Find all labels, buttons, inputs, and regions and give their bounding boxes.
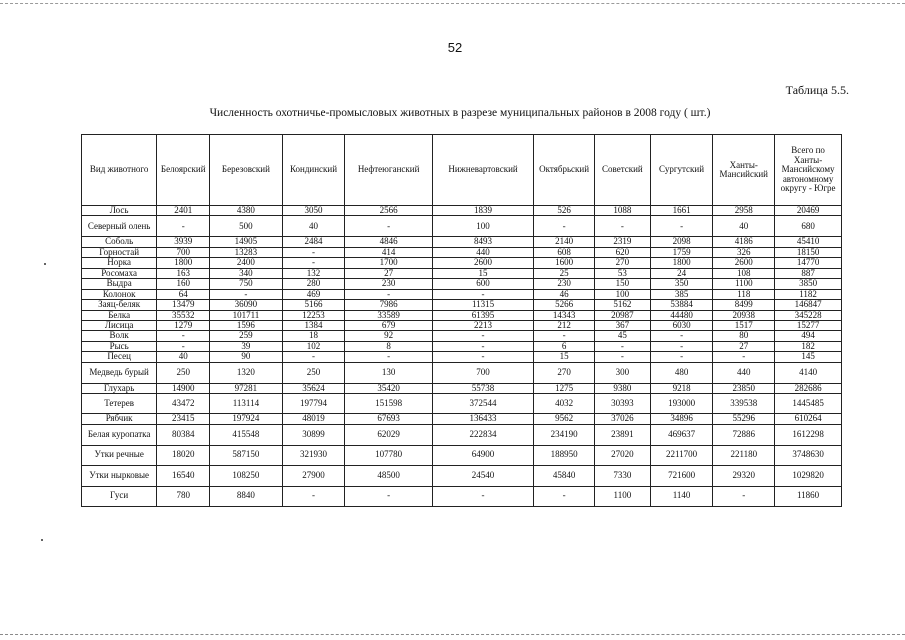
value-cell: 1661 [650,206,713,216]
value-cell: 339538 [713,394,775,414]
value-cell: 182 [775,341,842,351]
value-cell: 1384 [282,320,345,330]
column-header-animal: Вид животного [82,135,157,206]
value-cell: 55296 [713,414,775,424]
table-row [82,394,842,414]
value-cell: 6030 [650,320,713,330]
value-cell: 250 [157,362,210,383]
value-cell: 1140 [650,486,713,506]
value-cell: 700 [432,362,533,383]
header-row [82,135,842,206]
animal-name-cell: Белая куропатка [82,424,157,445]
value-cell: 11315 [432,300,533,310]
value-cell: 9562 [534,414,595,424]
value-cell: 23891 [595,424,651,445]
value-cell: 15 [534,352,595,362]
value-cell: 1279 [157,320,210,330]
value-cell: 600 [432,279,533,289]
animal-name-cell: Тетерев [82,394,157,414]
value-cell: 36090 [210,300,283,310]
value-cell: 1029820 [775,465,842,486]
scan-speck [41,539,43,541]
value-cell: 40 [713,216,775,237]
value-cell: - [650,352,713,362]
table-row [82,258,842,268]
animal-name-cell: Утки речные [82,445,157,465]
value-cell: 2211700 [650,445,713,465]
value-cell: - [157,216,210,237]
value-cell: 92 [345,331,432,341]
value-cell: 480 [650,362,713,383]
value-cell: 620 [595,247,651,257]
value-cell: 35532 [157,310,210,320]
value-cell: - [282,486,345,506]
value-cell: 212 [534,320,595,330]
value-cell: 4032 [534,394,595,414]
table-row [82,289,842,299]
value-cell: 1100 [713,279,775,289]
value-cell: 385 [650,289,713,299]
value-cell: 2566 [345,206,432,216]
value-cell: 15 [432,268,533,278]
value-cell: 1600 [534,258,595,268]
animal-name-cell: Рябчик [82,414,157,424]
column-header: Белоярский [157,135,210,206]
value-cell: - [432,486,533,506]
data-table [81,134,842,507]
value-cell: 780 [157,486,210,506]
value-cell: 230 [534,279,595,289]
value-cell: - [534,486,595,506]
value-cell: 680 [775,216,842,237]
table-row [82,300,842,310]
value-cell: 197924 [210,414,283,424]
value-cell: 1517 [713,320,775,330]
animal-name-cell: Гуси [82,486,157,506]
value-cell: 163 [157,268,210,278]
value-cell: 27020 [595,445,651,465]
table-row [82,341,842,351]
value-cell: 18020 [157,445,210,465]
value-cell: 222834 [432,424,533,445]
value-cell: 48019 [282,414,345,424]
value-cell: 5162 [595,300,651,310]
value-cell: 500 [210,216,283,237]
animal-name-cell: Соболь [82,237,157,247]
value-cell: 14343 [534,310,595,320]
value-cell: - [432,289,533,299]
value-cell: 18150 [775,247,842,257]
value-cell: 367 [595,320,651,330]
value-cell: 6 [534,341,595,351]
value-cell: 1088 [595,206,651,216]
value-cell: 270 [595,258,651,268]
value-cell: 11860 [775,486,842,506]
value-cell: 587150 [210,445,283,465]
value-cell: 29320 [713,465,775,486]
value-cell: 45840 [534,465,595,486]
value-cell: 193000 [650,394,713,414]
table-row [82,310,842,320]
table-title: Численность охотничье-промысловых животных в разрезе муниципальных районов в 2008 году ( шт.) [209,107,711,119]
value-cell: 14905 [210,237,283,247]
value-cell: 132 [282,268,345,278]
animal-name-cell: Глухарь [82,383,157,393]
value-cell: 151598 [345,394,432,414]
table-row [82,320,842,330]
value-cell: 1100 [595,486,651,506]
value-cell: 72886 [713,424,775,445]
value-cell: 469637 [650,424,713,445]
value-cell: 2213 [432,320,533,330]
value-cell: 46 [534,289,595,299]
value-cell: 18 [282,331,345,341]
value-cell: 16540 [157,465,210,486]
value-cell: - [432,331,533,341]
column-header: Нефтеюганский [345,135,432,206]
value-cell: 34896 [650,414,713,424]
value-cell: 230 [345,279,432,289]
value-cell: - [713,352,775,362]
value-cell: 282686 [775,383,842,393]
value-cell: 39 [210,341,283,351]
value-cell: 20469 [775,206,842,216]
table-row [82,237,842,247]
animal-name-cell: Норка [82,258,157,268]
value-cell: 24 [650,268,713,278]
value-cell: 145 [775,352,842,362]
value-cell: - [713,486,775,506]
value-cell: 100 [432,216,533,237]
table-body [82,206,842,507]
value-cell: 721600 [650,465,713,486]
value-cell: 113114 [210,394,283,414]
value-cell: - [345,486,432,506]
value-cell: 221180 [713,445,775,465]
value-cell: 3748630 [775,445,842,465]
value-cell: 62029 [345,424,432,445]
value-cell: 80384 [157,424,210,445]
animal-name-cell: Выдра [82,279,157,289]
animal-name-cell: Северный олень [82,216,157,237]
column-header: Сургутский [650,135,713,206]
column-header: Октябрьский [534,135,595,206]
value-cell: 146847 [775,300,842,310]
value-cell: 2140 [534,237,595,247]
scan-edge-bottom [0,634,905,635]
value-cell: 13479 [157,300,210,310]
value-cell: 2600 [713,258,775,268]
table-header [82,135,842,206]
value-cell: 8493 [432,237,533,247]
value-cell: 1275 [534,383,595,393]
table-row [82,216,842,237]
value-cell: 700 [157,247,210,257]
table-row [82,268,842,278]
value-cell: 3050 [282,206,345,216]
value-cell: 118 [713,289,775,299]
value-cell: 610264 [775,414,842,424]
value-cell: 1839 [432,206,533,216]
value-cell: 45 [595,331,651,341]
value-cell: 4186 [713,237,775,247]
value-cell: - [650,331,713,341]
value-cell: 2600 [432,258,533,268]
value-cell: 259 [210,331,283,341]
value-cell: 5166 [282,300,345,310]
value-cell: 108250 [210,465,283,486]
value-cell: 24540 [432,465,533,486]
table-row [82,331,842,341]
value-cell: 100 [595,289,651,299]
value-cell: - [595,352,651,362]
value-cell: 40 [282,216,345,237]
value-cell: 80 [713,331,775,341]
animal-name-cell: Песец [82,352,157,362]
value-cell: 150 [595,279,651,289]
value-cell: 14770 [775,258,842,268]
value-cell: 7330 [595,465,651,486]
value-cell: 887 [775,268,842,278]
value-cell: 372544 [432,394,533,414]
value-cell: 250 [282,362,345,383]
column-header: Кондинский [282,135,345,206]
value-cell: 43472 [157,394,210,414]
table-row [82,414,842,424]
value-cell: 526 [534,206,595,216]
table-row [82,486,842,506]
value-cell: 3939 [157,237,210,247]
value-cell: 160 [157,279,210,289]
value-cell: 15277 [775,320,842,330]
value-cell: 4140 [775,362,842,383]
value-cell: 40 [157,352,210,362]
value-cell: - [157,341,210,351]
column-header: Березовский [210,135,283,206]
value-cell: 64900 [432,445,533,465]
scan-speck [44,263,46,265]
value-cell: 415548 [210,424,283,445]
value-cell: 494 [775,331,842,341]
animal-name-cell: Заяц-беляк [82,300,157,310]
value-cell: - [345,216,432,237]
value-cell: 37026 [595,414,651,424]
value-cell: 136433 [432,414,533,424]
value-cell: 90 [210,352,283,362]
value-cell: - [595,216,651,237]
value-cell: 25 [534,268,595,278]
page-number: 52 [447,40,463,55]
value-cell: 14900 [157,383,210,393]
value-cell: - [282,258,345,268]
column-header: Нижневартовский [432,135,533,206]
value-cell: 440 [713,362,775,383]
value-cell: 44480 [650,310,713,320]
value-cell: 9218 [650,383,713,393]
value-cell: 53 [595,268,651,278]
value-cell: 9380 [595,383,651,393]
value-cell: 2958 [713,206,775,216]
column-header: Ханты-Мансийский [713,135,775,206]
value-cell: 345228 [775,310,842,320]
value-cell: 5266 [534,300,595,310]
value-cell: 30899 [282,424,345,445]
value-cell: 350 [650,279,713,289]
value-cell: 61395 [432,310,533,320]
value-cell: - [432,341,533,351]
value-cell: 108 [713,268,775,278]
animal-name-cell: Волк [82,331,157,341]
table-row [82,424,842,445]
value-cell: 12253 [282,310,345,320]
value-cell: 1182 [775,289,842,299]
table-row [82,362,842,383]
value-cell: 750 [210,279,283,289]
value-cell: - [282,352,345,362]
value-cell: 440 [432,247,533,257]
value-cell: 188950 [534,445,595,465]
value-cell: 8499 [713,300,775,310]
value-cell: 1320 [210,362,283,383]
table-row [82,352,842,362]
value-cell: 23415 [157,414,210,424]
value-cell: 7986 [345,300,432,310]
table-row [82,206,842,216]
value-cell: 55738 [432,383,533,393]
value-cell: 23850 [713,383,775,393]
value-cell: 3850 [775,279,842,289]
value-cell: 234190 [534,424,595,445]
value-cell: - [650,341,713,351]
value-cell: 270 [534,362,595,383]
animal-name-cell: Колонок [82,289,157,299]
value-cell: 2400 [210,258,283,268]
value-cell: 197794 [282,394,345,414]
animal-name-cell: Росомаха [82,268,157,278]
value-cell: 67693 [345,414,432,424]
animal-name-cell: Медведь бурый [82,362,157,383]
value-cell: 4380 [210,206,283,216]
value-cell: - [210,289,283,299]
value-cell: 1759 [650,247,713,257]
value-cell: 2319 [595,237,651,247]
value-cell: - [650,216,713,237]
animal-name-cell: Горностай [82,247,157,257]
value-cell: 64 [157,289,210,299]
value-cell: - [595,341,651,351]
value-cell: 4846 [345,237,432,247]
value-cell: 326 [713,247,775,257]
table-row [82,247,842,257]
animal-name-cell: Лисица [82,320,157,330]
value-cell: - [157,331,210,341]
value-cell: 27 [345,268,432,278]
value-cell: 2098 [650,237,713,247]
value-cell: - [345,289,432,299]
value-cell: 130 [345,362,432,383]
value-cell: 1612298 [775,424,842,445]
value-cell: 27900 [282,465,345,486]
value-cell: 1445485 [775,394,842,414]
table-row [82,383,842,393]
value-cell: 469 [282,289,345,299]
value-cell: - [432,352,533,362]
value-cell: - [345,352,432,362]
value-cell: 414 [345,247,432,257]
value-cell: - [534,216,595,237]
value-cell: 280 [282,279,345,289]
animal-name-cell: Лось [82,206,157,216]
value-cell: 8 [345,341,432,351]
value-cell: 102 [282,341,345,351]
table-row [82,279,842,289]
value-cell: 13283 [210,247,283,257]
table-row [82,445,842,465]
value-cell: 2401 [157,206,210,216]
value-cell: - [534,331,595,341]
value-cell: 1800 [650,258,713,268]
value-cell: 20987 [595,310,651,320]
value-cell: 1800 [157,258,210,268]
column-header: Всего по Ханты-Мансийскому автономному округу - Югре [775,135,842,206]
value-cell: 35624 [282,383,345,393]
table-label: Таблица 5.5. [785,83,849,97]
scan-edge-top [0,3,905,4]
value-cell: 101711 [210,310,283,320]
value-cell: 45410 [775,237,842,247]
value-cell: 679 [345,320,432,330]
value-cell: 107780 [345,445,432,465]
value-cell: 2484 [282,237,345,247]
column-header: Советский [595,135,651,206]
value-cell: 48500 [345,465,432,486]
value-cell: 8840 [210,486,283,506]
value-cell: 321930 [282,445,345,465]
value-cell: 35420 [345,383,432,393]
value-cell: 30393 [595,394,651,414]
value-cell: 300 [595,362,651,383]
animal-name-cell: Белка [82,310,157,320]
value-cell: 53884 [650,300,713,310]
value-cell: 608 [534,247,595,257]
animal-name-cell: Утки нырковые [82,465,157,486]
value-cell: 1700 [345,258,432,268]
animal-name-cell: Рысь [82,341,157,351]
value-cell: 340 [210,268,283,278]
table-row [82,465,842,486]
value-cell: 20938 [713,310,775,320]
value-cell: 33589 [345,310,432,320]
value-cell: 27 [713,341,775,351]
value-cell: 1596 [210,320,283,330]
value-cell: 97281 [210,383,283,393]
value-cell: - [282,247,345,257]
